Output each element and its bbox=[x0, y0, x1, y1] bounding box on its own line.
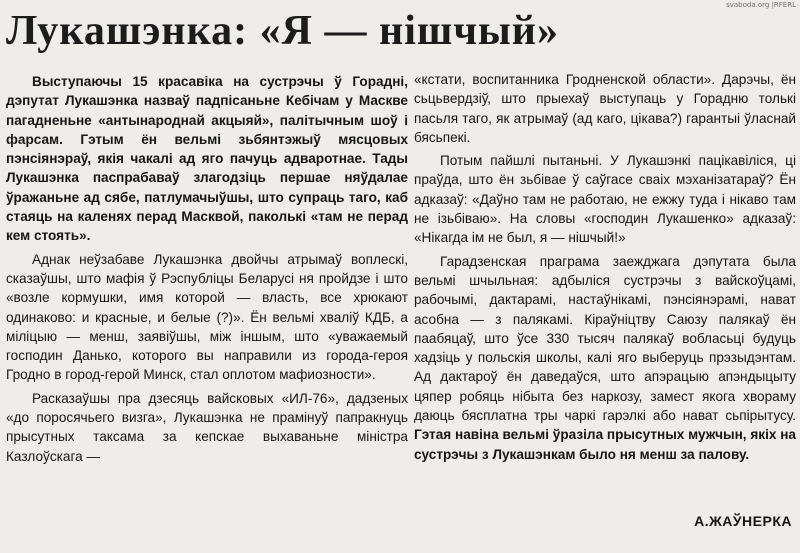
lead-paragraph: Выступаючы 15 красавіка на сустрэчы ў Горадні, дэпутат Лукашэнка назваў падпісаньне Кебічам у Маскве пагадненьне «антынароднай акцыяй», палітычным шоў і фарсам. Гэтым ён вельмі зьбянтэжыў мясцовых пэнсіянэраў, якія чакалі ад яго пачуць адваротнае. Тады Лукашэнка паспрабаваў злагодзіць першае няўдалае ўражаньне ад сябе, патлумачыўшы, што супраць таго, каб стаяць на каленях перад Масквой, паколькі «там не перад кем стоять». bbox=[6, 74, 408, 244]
article-column-right bbox=[414, 70, 796, 464]
headline: Лукашэнка: «Я — нішчый» bbox=[6, 8, 560, 54]
paragraph: «кстати, воспитанника Гродненской области». Дарэчы, ён сьцьвердзіў, што прыехаў выступаць у Горадню толькі пасьля таго, як атрымаў (ад каго, цікава?) гарантыі ўласнай бясьпекі. bbox=[414, 72, 796, 145]
paragraph-text: Гарадзенская праграма заежджага дэпутата была вельмі шчыльная: адбыліся сустрэчы з вайскоўцамі, рабочымі, дактарамі, настаўнікамі, пэнсіянэрамі, нават асобна — з палякамі. Кіраўніцтву Саюзу палякаў ён паабяцаў, што ўсе 330 тысяч палякаў вобласьці будуць хадзіць у польскія школы, калі яго выберуць прэзыдэнтам. Ад дактароў ён даведаўся, што апэрацыю апэндыцыту цяпер робяць нібыта без наркозу, замест якога хвораму даюць бясплатна тры чаркі гарэлкі або нават сьпірытусу. bbox=[414, 253, 796, 424]
paragraph: Потым пайшлі пытаньні. У Лукашэнкі пацікавіліся, ці праўда, што ён зьбівае ў саўгасе сваіх мэханізатараў? Ён адказаў: «Даўно там не работаю, не ежжу туда і нікаво там не ізьбіваю». На словы «господин Лукашенко» адказаў: «Нікагда ім не был, я — нішчый!» bbox=[414, 153, 796, 246]
paragraph: Аднак неўзабаве Лукашэнка двойчы атрымаў воплескі, сказаўшы, што мафія ў Рэспубліцы Беларусі ня пройдзе і што «возле кормушки, имя которой — власть, все хрюкают одинаково: и красные, и белые (?)». Ён вельмі хваліў КДБ, а міліцыю — менш, заявіўшы, між іншым, што «уважаемый господин Данько, которого вы направили из города-героя Гродно в город-герой Минск, стал оплотом мафиозности». bbox=[6, 251, 408, 383]
paragraph bbox=[414, 252, 796, 464]
author-signature: А.ЖАЎНЕРКА bbox=[694, 513, 792, 529]
paragraph-bold-text: Гэтая навіна вельмі ўразіла прысутных мужчын, якіх на сустрэчы з Лукашэнкам было ня менш за палову. bbox=[414, 427, 796, 462]
source-watermark: svaboda.org |RFERL bbox=[726, 1, 796, 9]
paragraph: Расказаўшы пра дзесяць вайсковых «ИЛ-76», дадзеных «до поросячьего визга», Лукашэнка не прамінуў папракнуць прысутных таксама за кепскае выхаваньне міністра Казлоўскага — bbox=[6, 390, 408, 464]
article-column-left bbox=[6, 72, 408, 466]
